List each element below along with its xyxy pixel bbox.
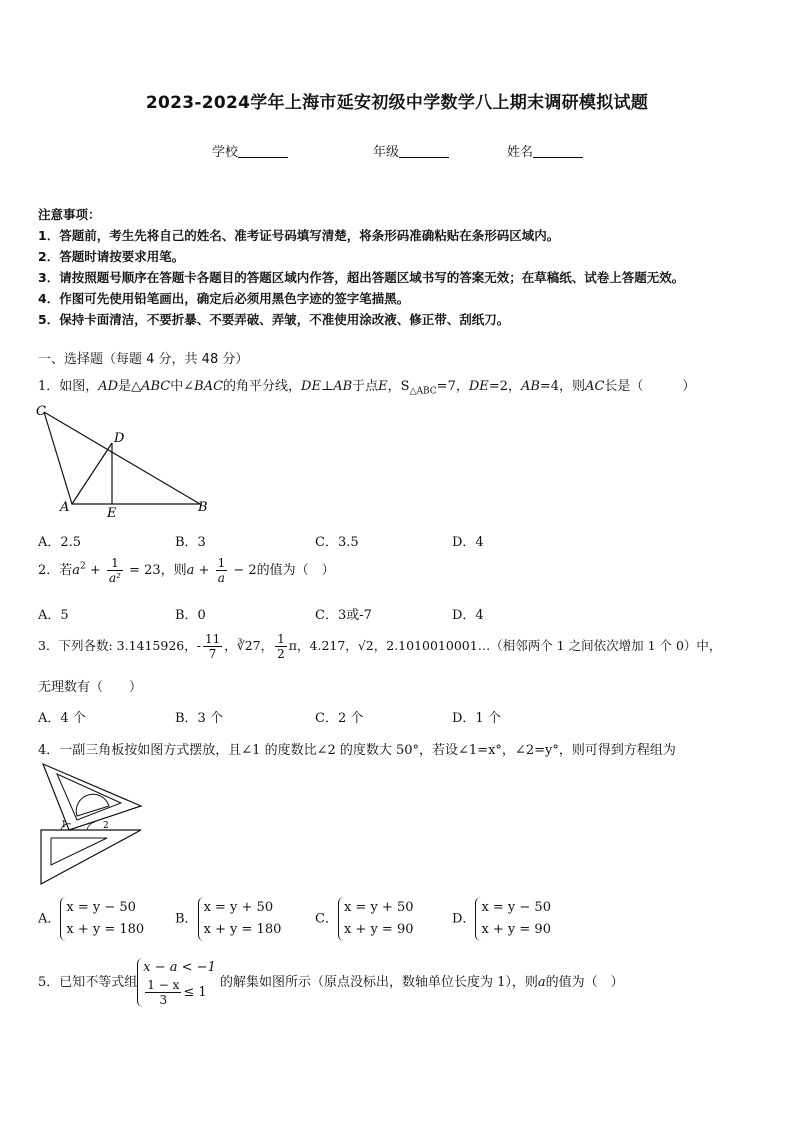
q1-option-d[interactable]: D．4 [452,535,484,550]
equation-line: x + y = 90 [481,922,551,937]
question-2-stem [38,556,335,585]
q2-text: a [72,563,81,578]
grade-field [373,141,449,160]
q2-text: 2 [80,561,86,572]
equation-system [338,897,414,941]
triangle-abc [44,412,200,504]
page-title: 2023-2024学年上海市延安初级中学数学八上期末调研模拟试题 [145,93,649,113]
q5-text: 5．已知不等式组 [38,975,138,990]
q1-text: AB [520,379,540,394]
q1-text: ，S [387,379,410,394]
q3-fraction [275,632,287,661]
q5-fraction [145,978,181,1007]
grade-blank [399,145,449,158]
denominator: a [217,571,225,585]
equation-system [475,897,551,941]
label-a: A [60,500,70,515]
q1-text: ABC [141,379,171,394]
q1-text: AD [98,379,119,394]
q5-text: 的值为（ ） [545,975,624,990]
q1-text: AB [333,379,353,394]
q4-option-c[interactable] [315,897,414,941]
q1-text: 中∠ [170,379,195,394]
name-label: 姓名 [507,145,534,160]
grade-label: 年级 [373,145,400,160]
q1-text: =2， [488,379,521,394]
name-field [507,141,583,160]
q1-text: BAC [194,379,224,394]
question-1-stem [38,375,695,397]
note-item: 1．答题前，考生先将自己的姓名、准考证号码填写清楚，将条形码准确粘贴在条形码区域内。 [38,228,560,243]
numerator: 1 − x [147,978,180,992]
q1-text: DE [468,379,489,394]
q2-text: = 23，则 [124,563,187,578]
q1-text: DE [301,379,321,394]
inequality-line: x − a < −1 [143,960,216,975]
q2-option-b[interactable]: B．0 [175,608,206,623]
numerator: 1 [107,556,123,571]
equation-line: x = y − 50 [481,900,551,915]
q4-option-a[interactable] [38,897,144,941]
q1-text: E [378,379,388,394]
segment-ad [72,443,112,504]
note-item: 5．保持卡面清洁，不要折暴、不要弄破、弄皱，不准使用涂改液、修正带、刮纸刀。 [38,312,510,327]
equation-line: x = y + 50 [343,900,414,915]
equation-line: x + y = 180 [66,922,145,937]
question-4-stem: 4．一副三角板按如图方式摆放，且∠1 的度数比∠2 的度数大 50°，若设∠1=x°，∠2=y°，则可得到方程组为 [38,743,676,758]
inequality-system [137,958,216,1007]
protractor-cutout [76,794,109,816]
q2-text: + [194,563,214,578]
q5-text: a [537,975,546,990]
denominator: a² [108,571,121,585]
school-label: 学校 [212,145,239,160]
set-square-bottom-inner [51,838,107,865]
q3-option-a[interactable]: A．4 个 [38,711,86,726]
equation-system [60,897,144,941]
q3-text: ，2.1010010001…（相邻两个 1 之间依次增加 1 个 0）中， [373,638,722,653]
q3-option-b[interactable]: B．3 个 [175,711,223,726]
q2-fraction [216,556,228,585]
label-b: B [198,500,208,515]
q1-text: 长是（ ） [604,379,696,394]
notes [38,204,684,330]
q3-option-c[interactable]: C．2 个 [315,711,364,726]
q1-text: =7， [436,379,469,394]
q1-text: 的角平分线， [223,379,302,394]
q1-triangle-figure [30,398,220,520]
q3-text: ， [224,638,237,653]
name-blank [533,145,583,158]
q3-text: ， [260,638,274,653]
q2-text: − 2 [229,563,257,578]
angle-label-2: 2 [103,821,109,831]
q3-text: π，4.217， [288,638,358,653]
denominator: 7 [208,647,217,661]
option-letter: B． [175,911,198,927]
q3-text: √2 [357,638,374,653]
q1-text: △ABC [409,386,437,397]
q2-text: 的值为（ ） [256,563,335,578]
q2-text: 2．若 [38,563,73,578]
label-c: C [36,404,46,419]
note-item: 4．作图可先使用铅笔画出，确定后必须用黑色字迹的签字笔描黑。 [38,291,410,306]
set-square-top-inner [57,774,121,820]
equation-line: x + y = 180 [203,922,282,937]
denominator: 3 [159,993,168,1007]
denominator: 2 [277,647,285,661]
q1-text: 是△ [118,379,142,394]
q2-text: + [85,563,105,578]
q4-option-b[interactable] [175,897,281,941]
q2-fraction [107,556,123,585]
note-item: 2．答题时请按要求用笔。 [38,249,185,264]
numerator: 1 [277,632,285,646]
q2-option-a[interactable]: A．5 [38,608,69,623]
q1-text: 于点 [352,379,379,394]
q2-option-c[interactable]: C．3或-7 [315,608,372,623]
question-3-stem [38,632,721,661]
q1-text: =4，则 [539,379,586,394]
equation-line: x = y + 50 [203,900,274,915]
q3-option-d[interactable]: D．1 个 [452,711,501,726]
angle-label-1: 1 [61,820,67,830]
q1-option-b[interactable]: B．3 [175,535,206,550]
q1-text: AC [585,379,605,394]
q2-option-d[interactable]: D．4 [452,608,484,623]
school-field [212,141,288,160]
numerator: 1 [217,556,226,570]
equation-line: x = y − 50 [66,900,136,915]
question-5-stem [38,958,624,1007]
q3-fraction [203,632,222,661]
q1-option-a[interactable]: A．2.5 [38,535,82,550]
q2-text: a [186,563,195,578]
q4-set-squares-figure [35,762,150,888]
equation-system [198,897,282,941]
q1-option-c[interactable]: C．3.5 [315,535,359,550]
option-letter: C． [315,911,338,927]
label-d: D [114,431,125,446]
q1-text: 1．如图， [38,379,99,394]
question-3-line2: 无理数有（ ） [38,680,143,695]
q3-text: ∛27 [236,638,261,653]
numerator: 11 [204,632,221,646]
q1-text: ⊥ [320,379,334,394]
inequality-line: ≤ 1 [183,985,207,1000]
q4-option-d[interactable] [452,897,551,941]
notes-heading: 注意事项： [38,207,101,222]
option-letter: D． [452,911,476,927]
section-heading: 一、选择题（每题 4 分，共 48 分） [38,352,249,367]
q3-text: 3．下列各数: 3.1415926，- [38,638,201,653]
option-letter: A． [38,911,61,927]
q5-text: 的解集如图所示（原点没标出，数轴单位长度为 1），则 [219,975,538,990]
school-blank [238,145,288,158]
equation-line: x + y = 90 [343,922,414,937]
label-e: E [107,506,117,520]
note-item: 3．请按照题号顺序在答题卡各题目的答题区域内作答，超出答题区域书写的答案无效；在草稿纸、试卷上答题无效。 [38,270,685,285]
